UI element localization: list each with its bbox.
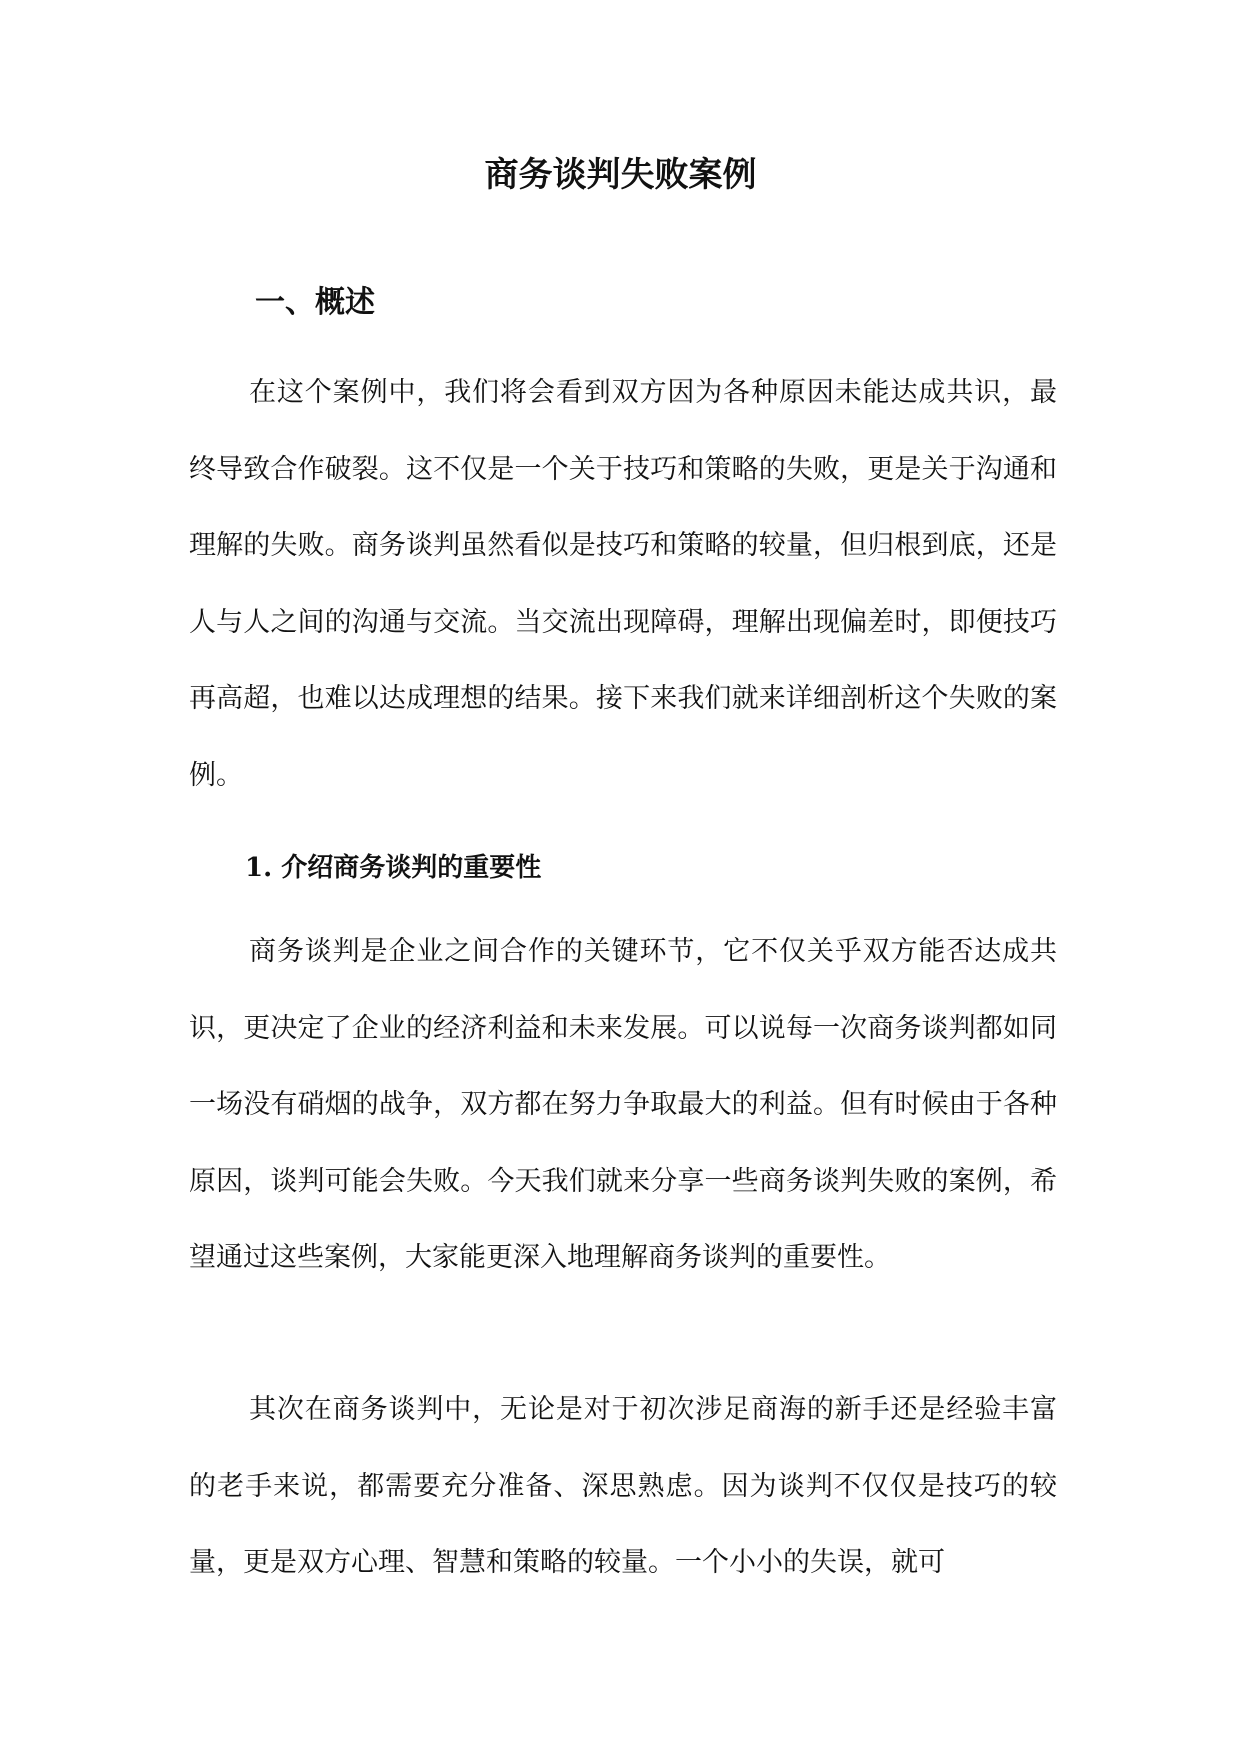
importance-paragraph-2: 其次在商务谈判中，无论是对于初次涉足商海的新手还是经验丰富的老手来说，都需要充分准备、深思熟虑。因为谈判不仅仅是技巧的较量，更是双方心理、智慧和策略的较量。一个小小的失误，就可	[189, 1394, 1057, 1578]
section-heading-overview: 一、概述	[255, 285, 375, 320]
overview-paragraph: 在这个案例中，我们将会看到双方因为各种原因未能达成共识，最终导致合作破裂。这不仅是一个关于技巧和策略的失败，更是关于沟通和理解的失败。商务谈判虽然看似是技巧和策略的较量，但归根到底，还是人与人之间的沟通与交流。当交流出现障碍，理解出现偏差时，即便技巧再高超，也难以达成理想的结果。接下来我们就来详细剖析这个失败的案例。	[189, 377, 1057, 791]
document-title: 商务谈判失败案例	[484, 155, 757, 195]
importance-paragraph-1: 商务谈判是企业之间合作的关键环节，它不仅关乎双方能否达成共识，更决定了企业的经济利益和未来发展。可以说每一次商务谈判都如同一场没有硝烟的战争，双方都在努力争取最大的利益。但有时候由于各种原因，谈判可能会失败。今天我们就来分享一些商务谈判失败的案例，希望通过这些案例，大家能更深入地理解商务谈判的重要性。	[189, 936, 1057, 1273]
subsection-heading-importance: 1. 介绍商务谈判的重要性	[245, 853, 542, 883]
